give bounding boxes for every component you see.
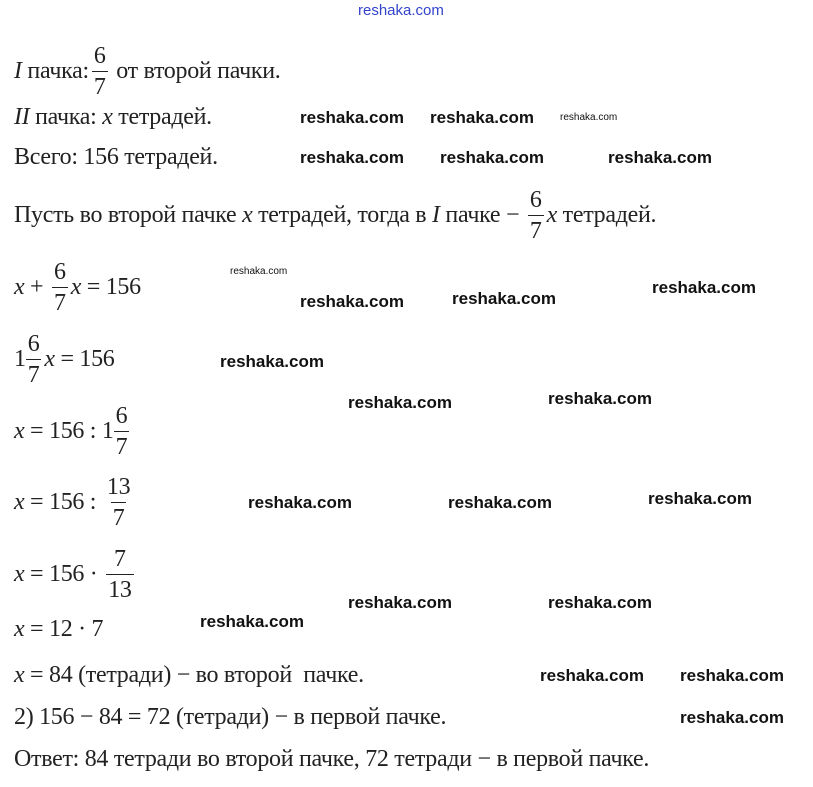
denominator: 7	[111, 502, 127, 530]
watermark: reshaka.com	[540, 666, 644, 685]
numerator: 13	[106, 474, 131, 500]
line-total	[14, 144, 218, 171]
numerator: 6	[93, 43, 106, 69]
watermark: reshaka.com	[680, 708, 784, 727]
fraction	[528, 188, 544, 243]
text: пачка:	[21, 58, 89, 84]
watermark: reshaka.com	[300, 108, 404, 127]
watermark: reshaka.com	[608, 148, 712, 167]
roman-two: II	[14, 104, 30, 130]
denominator: 7	[528, 215, 544, 243]
variable: x	[14, 561, 25, 587]
watermark: reshaka.com	[548, 593, 652, 612]
equation-1	[14, 260, 141, 315]
numerator: 6	[115, 403, 128, 429]
watermark: reshaka.com	[430, 108, 534, 127]
roman-one: I	[14, 58, 22, 84]
equation-3	[14, 404, 132, 459]
fraction	[106, 547, 133, 602]
variable: x	[102, 104, 113, 130]
variable: x	[14, 418, 25, 444]
variable: x	[242, 202, 253, 228]
watermark: reshaka.com	[648, 489, 752, 508]
watermark: reshaka.com	[300, 292, 404, 311]
text: = 12 · 7	[24, 616, 104, 642]
fraction	[26, 332, 42, 387]
watermark: reshaka.com	[440, 148, 544, 167]
watermark: reshaka.com	[348, 393, 452, 412]
denominator: 13	[106, 574, 133, 602]
text: от второй пачки.	[110, 58, 281, 84]
equation-5	[14, 547, 137, 602]
watermark: reshaka.com	[652, 278, 756, 297]
denominator: 7	[92, 71, 108, 99]
text: = 156 : 1	[24, 418, 114, 444]
text: = 156	[54, 346, 115, 372]
fraction	[114, 404, 130, 459]
text: Пусть во второй пачке	[14, 202, 243, 228]
text: пачка:	[29, 104, 103, 130]
denominator: 7	[52, 287, 68, 315]
answer	[14, 746, 649, 773]
variable: x	[14, 489, 25, 515]
text: 2) 156 − 84 = 72 (тетради) − в первой пачке.	[14, 704, 447, 730]
text: = 156 ·	[24, 561, 104, 587]
text: тетрадей.	[556, 202, 657, 228]
watermark: reshaka.com	[300, 148, 404, 167]
text: Ответ: 84 тетради во второй пачке, 72 тетради − в первой пачке.	[14, 746, 650, 772]
line-first-pack	[14, 44, 280, 99]
denominator: 7	[114, 431, 130, 459]
variable: x	[546, 202, 557, 228]
fraction	[52, 260, 68, 315]
site-header-link[interactable]: reshaka.com	[358, 2, 444, 19]
text: +	[24, 274, 49, 300]
equation-6	[14, 616, 103, 643]
roman-one: I	[432, 202, 440, 228]
numerator: 6	[27, 331, 40, 357]
step-2	[14, 704, 446, 731]
text: = 84 (тетради) − во второй пачке.	[24, 662, 364, 688]
watermark: reshaka.com	[680, 666, 784, 685]
equation-result	[14, 662, 364, 689]
text: Всего: 156 тетрадей.	[14, 144, 218, 170]
watermark: reshaka.com	[248, 493, 352, 512]
watermark: reshaka.com	[560, 112, 618, 123]
variable: x	[14, 616, 25, 642]
numerator: 7	[114, 546, 126, 572]
text: = 156 :	[24, 489, 102, 515]
text: пачке −	[439, 202, 525, 228]
text: = 156	[81, 274, 141, 300]
variable: x	[70, 274, 82, 300]
watermark: reshaka.com	[230, 266, 288, 277]
equation-4	[14, 475, 135, 530]
equation-2	[14, 332, 115, 387]
watermark: reshaka.com	[200, 612, 304, 631]
text: 1	[14, 346, 26, 372]
numerator: 6	[54, 259, 66, 285]
watermark: reshaka.com	[448, 493, 552, 512]
variable: x	[44, 346, 55, 372]
watermark: reshaka.com	[220, 352, 324, 371]
fraction	[105, 475, 132, 530]
watermark: reshaka.com	[548, 389, 652, 408]
variable: x	[14, 662, 25, 688]
watermark: reshaka.com	[348, 593, 452, 612]
fraction	[92, 44, 108, 99]
numerator: 6	[529, 187, 542, 213]
denominator: 7	[26, 359, 42, 387]
variable: x	[14, 274, 25, 300]
line-second-pack	[14, 104, 212, 131]
text: тетрадей, тогда в	[252, 202, 433, 228]
line-let	[14, 188, 656, 243]
watermark: reshaka.com	[452, 289, 556, 308]
text: тетрадей.	[112, 104, 212, 130]
